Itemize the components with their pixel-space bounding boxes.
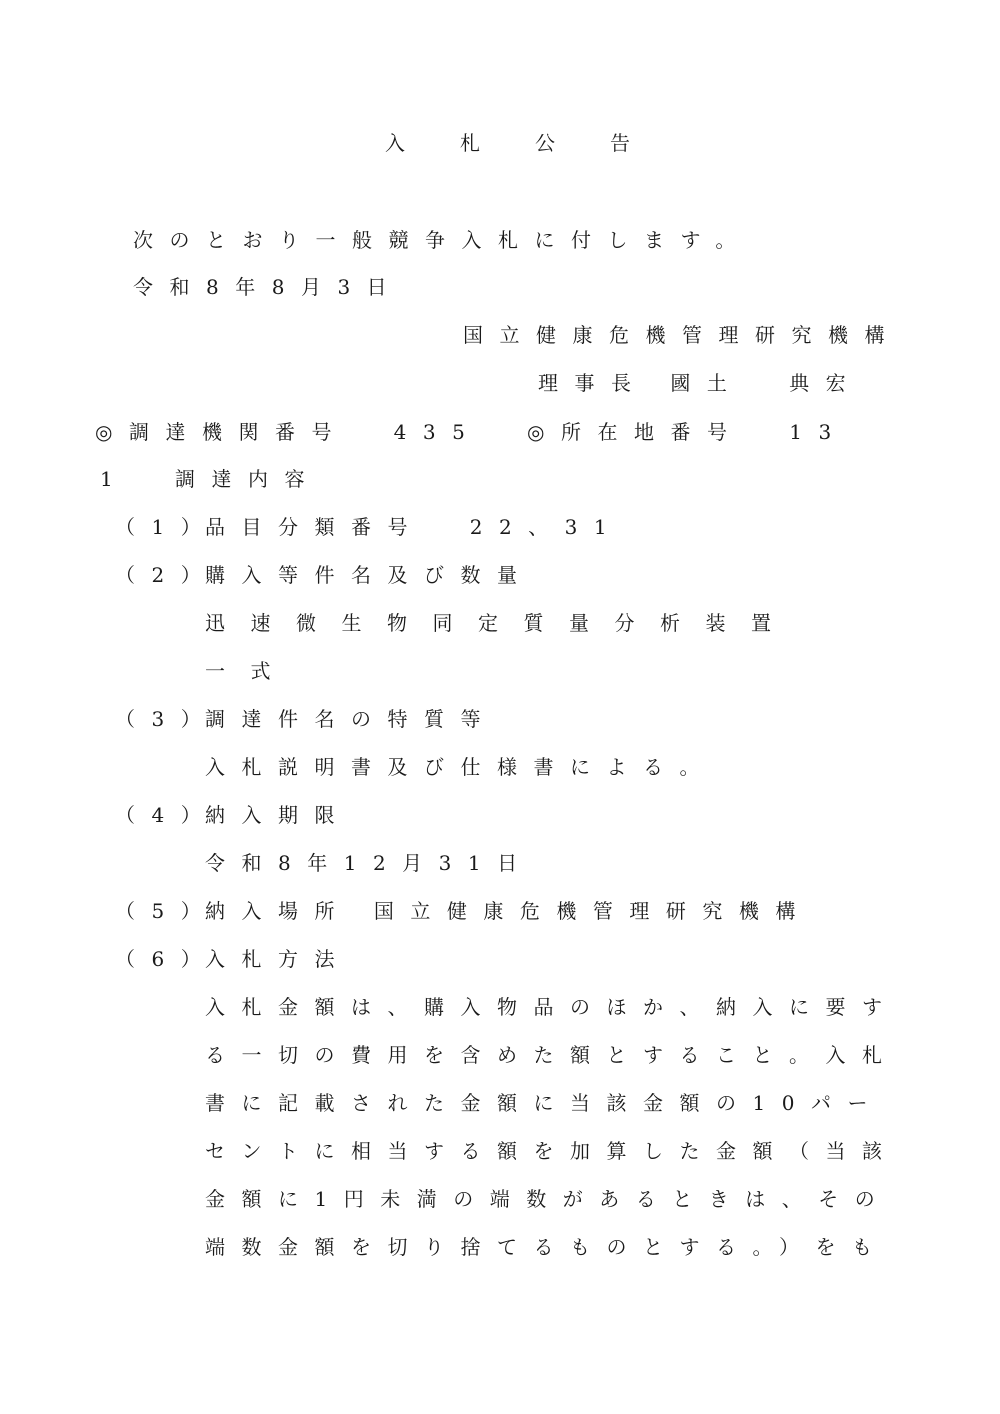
item-number: （4） bbox=[115, 803, 218, 827]
intro-text: 次のとおり一般競争入札に付します。 bbox=[133, 228, 752, 252]
document-title: 入札公告 bbox=[385, 131, 685, 155]
item-text: 調達件名の特質等 bbox=[205, 707, 497, 731]
paragraph-line: 入札金額は、購入物品のほか、納入に要す bbox=[205, 995, 899, 1019]
paragraph-line: る一切の費用を含めた額とすること。入札 bbox=[205, 1043, 899, 1067]
item-number: （5） bbox=[115, 899, 218, 923]
signer-name: 理事長 國土 典宏 bbox=[538, 371, 863, 395]
announcement-date: 令和8年8月3日 bbox=[133, 275, 404, 299]
item-text: 納入場所 国立健康危機管理研究機構 bbox=[205, 899, 812, 923]
organization-name: 国立健康危機管理研究機構 bbox=[463, 323, 901, 347]
item-number: （6） bbox=[115, 947, 218, 971]
section-heading: 1 調達内容 bbox=[100, 467, 321, 491]
item-text: 一式 bbox=[205, 659, 296, 683]
agency-number-line: ◎調達機関番号 435 ◎所在地番号 13 bbox=[95, 420, 848, 444]
item-text: 入札方法 bbox=[205, 947, 351, 971]
paragraph-line: 金額に1円未満の端数があるときは、その bbox=[205, 1187, 892, 1211]
item-number: （1） bbox=[115, 515, 218, 539]
item-text: 入札説明書及び仕様書による。 bbox=[205, 755, 716, 779]
item-text: 令和8年12月31日 bbox=[205, 851, 534, 875]
item-text: 納入期限 bbox=[205, 803, 351, 827]
item-text: 品目分類番号 22、31 bbox=[205, 515, 624, 539]
paragraph-line: 書に記載された金額に当該金額の10パー bbox=[205, 1091, 884, 1115]
item-text: 迅速微生物同定質量分析装置 bbox=[205, 611, 797, 635]
paragraph-line: 端数金額を切り捨てるものとする。）をも bbox=[205, 1235, 889, 1259]
item-number: （3） bbox=[115, 707, 218, 731]
item-text: 購入等件名及び数量 bbox=[205, 563, 534, 587]
paragraph-line: セントに相当する額を加算した金額（当該 bbox=[205, 1139, 899, 1163]
item-number: （2） bbox=[115, 563, 218, 587]
